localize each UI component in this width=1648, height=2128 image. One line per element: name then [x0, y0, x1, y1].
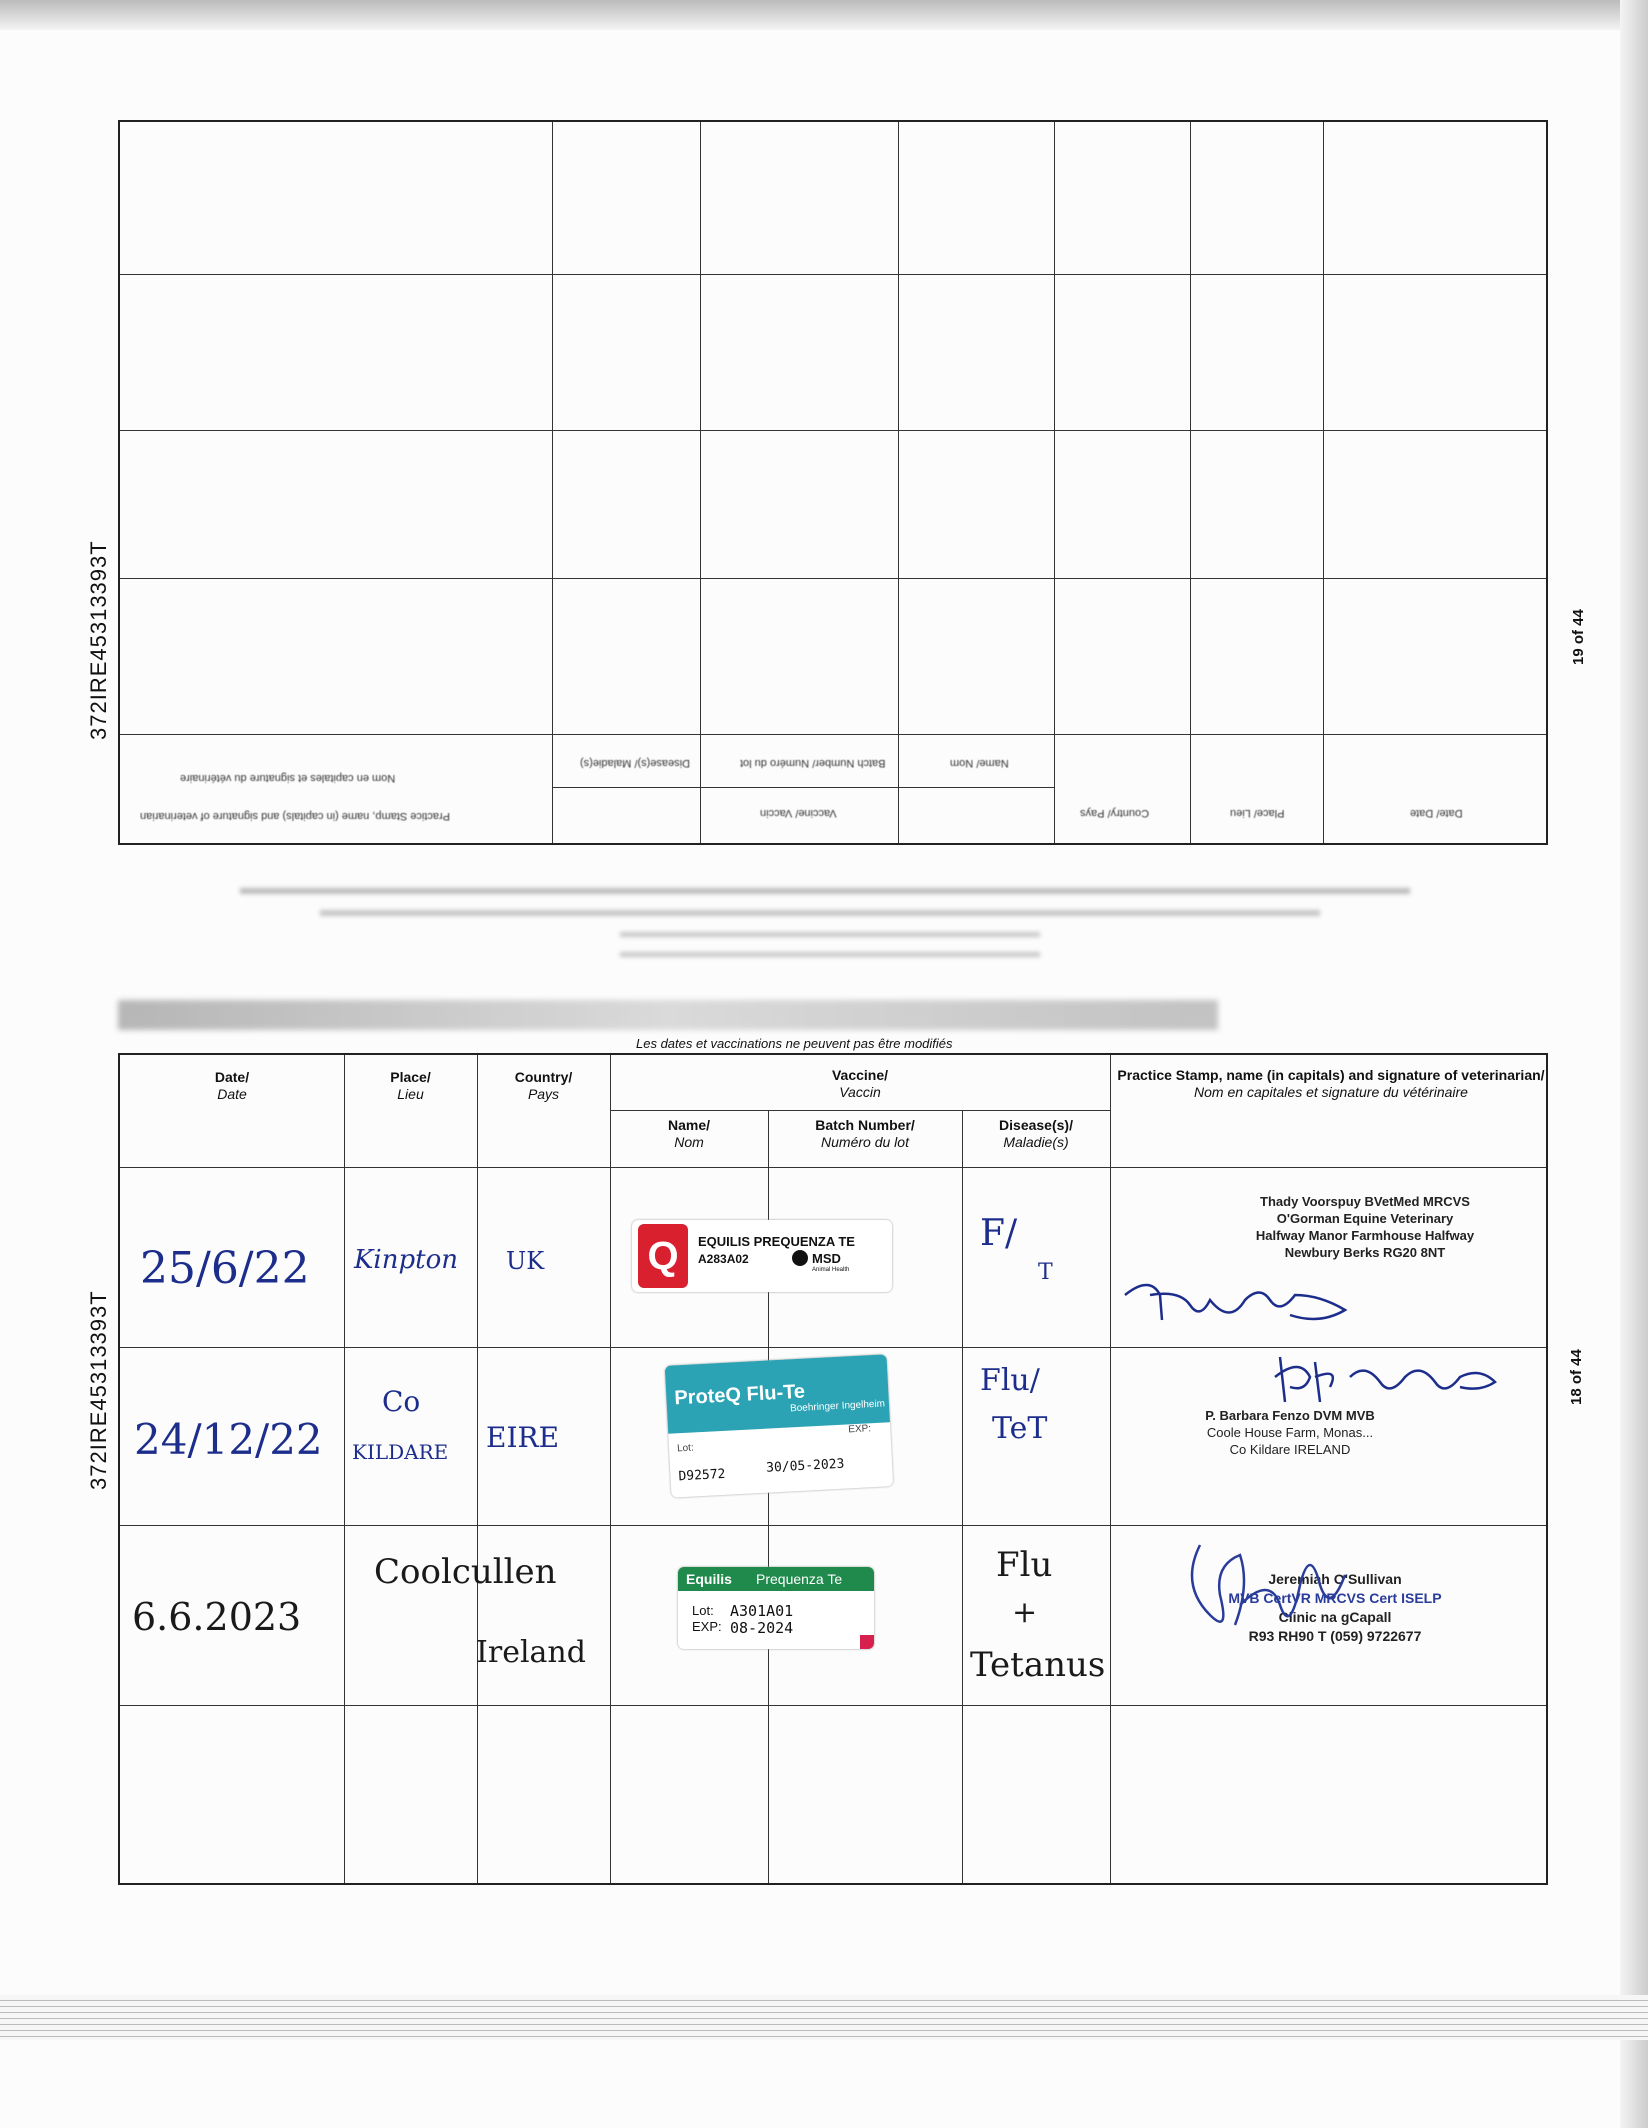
row1-vaccine-lot: A283A02 — [698, 1252, 749, 1266]
row3-lot-label: Lot: — [692, 1603, 714, 1618]
row2-vaccine-label: ProteQ Flu-Te — [673, 1380, 806, 1410]
date-header: Date/ Date — [214, 1069, 250, 1102]
bottom-page-edge — [0, 1995, 1648, 2040]
row1-vet-stamp: Thady Voorspuy BVetMed MRCVS O'Gorman Equine Veterinary Halfway Manor Farmhouse Halfway Newbury Berks RG20 8NT — [1255, 1194, 1475, 1260]
row2-lot-label: Lot: — [676, 1442, 695, 1455]
flipped-name-header: Name/ Nom — [950, 757, 1009, 769]
row3-vet-signature — [1170, 1525, 1370, 1665]
row1-place: Kinpton — [354, 1245, 458, 1275]
name-header: Name/ Nom — [667, 1117, 711, 1150]
passport-id-upper: 372IRE45313393T — [86, 540, 111, 740]
row1-vaccine-brand: MSD — [812, 1251, 841, 1266]
flipped-instructions-block — [240, 880, 1410, 970]
passport-id-lower: 372IRE45313393T — [86, 1290, 111, 1490]
row3-exp-label: EXP: — [692, 1619, 722, 1634]
flipped-date-header: Date/ Date — [1410, 807, 1463, 819]
row2-place-line1: Co — [382, 1385, 421, 1418]
batch-header: Batch Number/ Numéro du lot — [815, 1117, 915, 1150]
row2-disease-line2: TeT — [992, 1411, 1048, 1446]
row2-vaccine-brand: Boehringer Ingelheim — [789, 1398, 886, 1415]
row1-vet-signature — [1120, 1265, 1360, 1335]
row2-place-line2: KILDARE — [352, 1440, 449, 1464]
right-page-edge — [1620, 0, 1648, 2128]
flipped-vet-subheader: Nom en capitales et signature du vétérinaire — [180, 772, 396, 784]
msd-icon — [792, 1250, 808, 1266]
flipped-batch-header: Batch Number/ Numéro du lot — [740, 757, 886, 769]
sticker-corner-mark — [860, 1635, 874, 1649]
flipped-vaccine-header: Vaccine/ Vaccin — [760, 807, 837, 819]
row1-vaccine-brand-sub: Animal Health — [812, 1267, 850, 1273]
row3-exp: 08-2024 — [730, 1619, 794, 1637]
row2-exp-label: EXP: — [848, 1423, 872, 1436]
row2-vet-signature — [1270, 1347, 1510, 1417]
row2-lot: D92572 — [678, 1466, 726, 1485]
row2-vaccine-sticker — [665, 1354, 894, 1497]
msd-q-logo: Q — [638, 1224, 688, 1288]
row1-country: UK — [506, 1247, 545, 1275]
row3-lot: A301A01 — [730, 1602, 794, 1620]
page-number-lower: 18 of 44 — [1568, 1349, 1585, 1405]
row3-vaccine-label2: Prequenza Te — [756, 1571, 843, 1587]
row2-exp: 30/05-2023 — [765, 1456, 845, 1476]
flipped-disease-header: Disease(s)/ Maladie(s) — [580, 757, 691, 769]
row3-place: Coolcullen — [374, 1552, 557, 1592]
top-page-edge — [0, 0, 1648, 30]
row3-vaccine-sticker — [678, 1567, 874, 1649]
row2-vet-stamp: P. Barbara Fenzo DVM MVB Coole House Farm, Monas... Co Kildare IRELAND — [1205, 1408, 1375, 1457]
row3-vaccine-label: Equilis — [686, 1571, 732, 1587]
row3-disease-line2: + — [1012, 1595, 1038, 1630]
row1-vaccine-label: EQUILIS PREQUENZA TE — [698, 1234, 855, 1249]
row3-country: Ireland — [476, 1635, 586, 1670]
row1-date: 25/6/22 — [140, 1243, 310, 1294]
page-number-upper: 19 of 44 — [1570, 609, 1587, 665]
flipped-country-header: Country/ Pays — [1080, 807, 1150, 819]
row1-disease-line2: T — [1038, 1260, 1053, 1285]
row1-vaccine-sticker — [632, 1220, 892, 1292]
row1-disease-line1: F/ — [980, 1213, 1018, 1254]
flipped-place-header: Place/ Lieu — [1230, 807, 1285, 819]
country-header: Country/ Pays — [514, 1069, 573, 1102]
vaccine-header: Vaccine/ Vaccin — [831, 1067, 889, 1100]
row2-date: 24/12/22 — [134, 1415, 323, 1464]
no-modification-note: Les dates et vaccinations ne peuvent pas être modifiés — [636, 1036, 953, 1051]
vet-header: Practice Stamp, name (in capitals) and signature of veterinarian/ Nom en capitales et signature du vétérinaire — [1117, 1067, 1545, 1100]
row2-country: EIRE — [486, 1421, 560, 1454]
page-gutter-shadow — [118, 1000, 1218, 1030]
row2-disease-line1: Flu/ — [980, 1363, 1040, 1398]
place-header: Place/ Lieu — [390, 1069, 431, 1102]
vaccination-table — [118, 1053, 1548, 1885]
disease-header: Disease(s)/ Maladie(s) — [999, 1117, 1073, 1150]
row3-disease-line3: Tetanus — [970, 1645, 1106, 1685]
row3-vet-stamp: Jeremiah O'Sullivan MVB CertVR MRCVS Cert ISELP Clinic na gCapall R93 RH90 T (059) 9722677 — [1228, 1571, 1442, 1644]
upper-vaccination-table — [118, 120, 1548, 845]
flipped-vet-header: Practice Stamp, name (in capitals) and signature of veterinarian — [140, 810, 450, 822]
row3-date: 6.6.2023 — [132, 1595, 302, 1639]
row3-disease-line1: Flu — [996, 1545, 1053, 1585]
